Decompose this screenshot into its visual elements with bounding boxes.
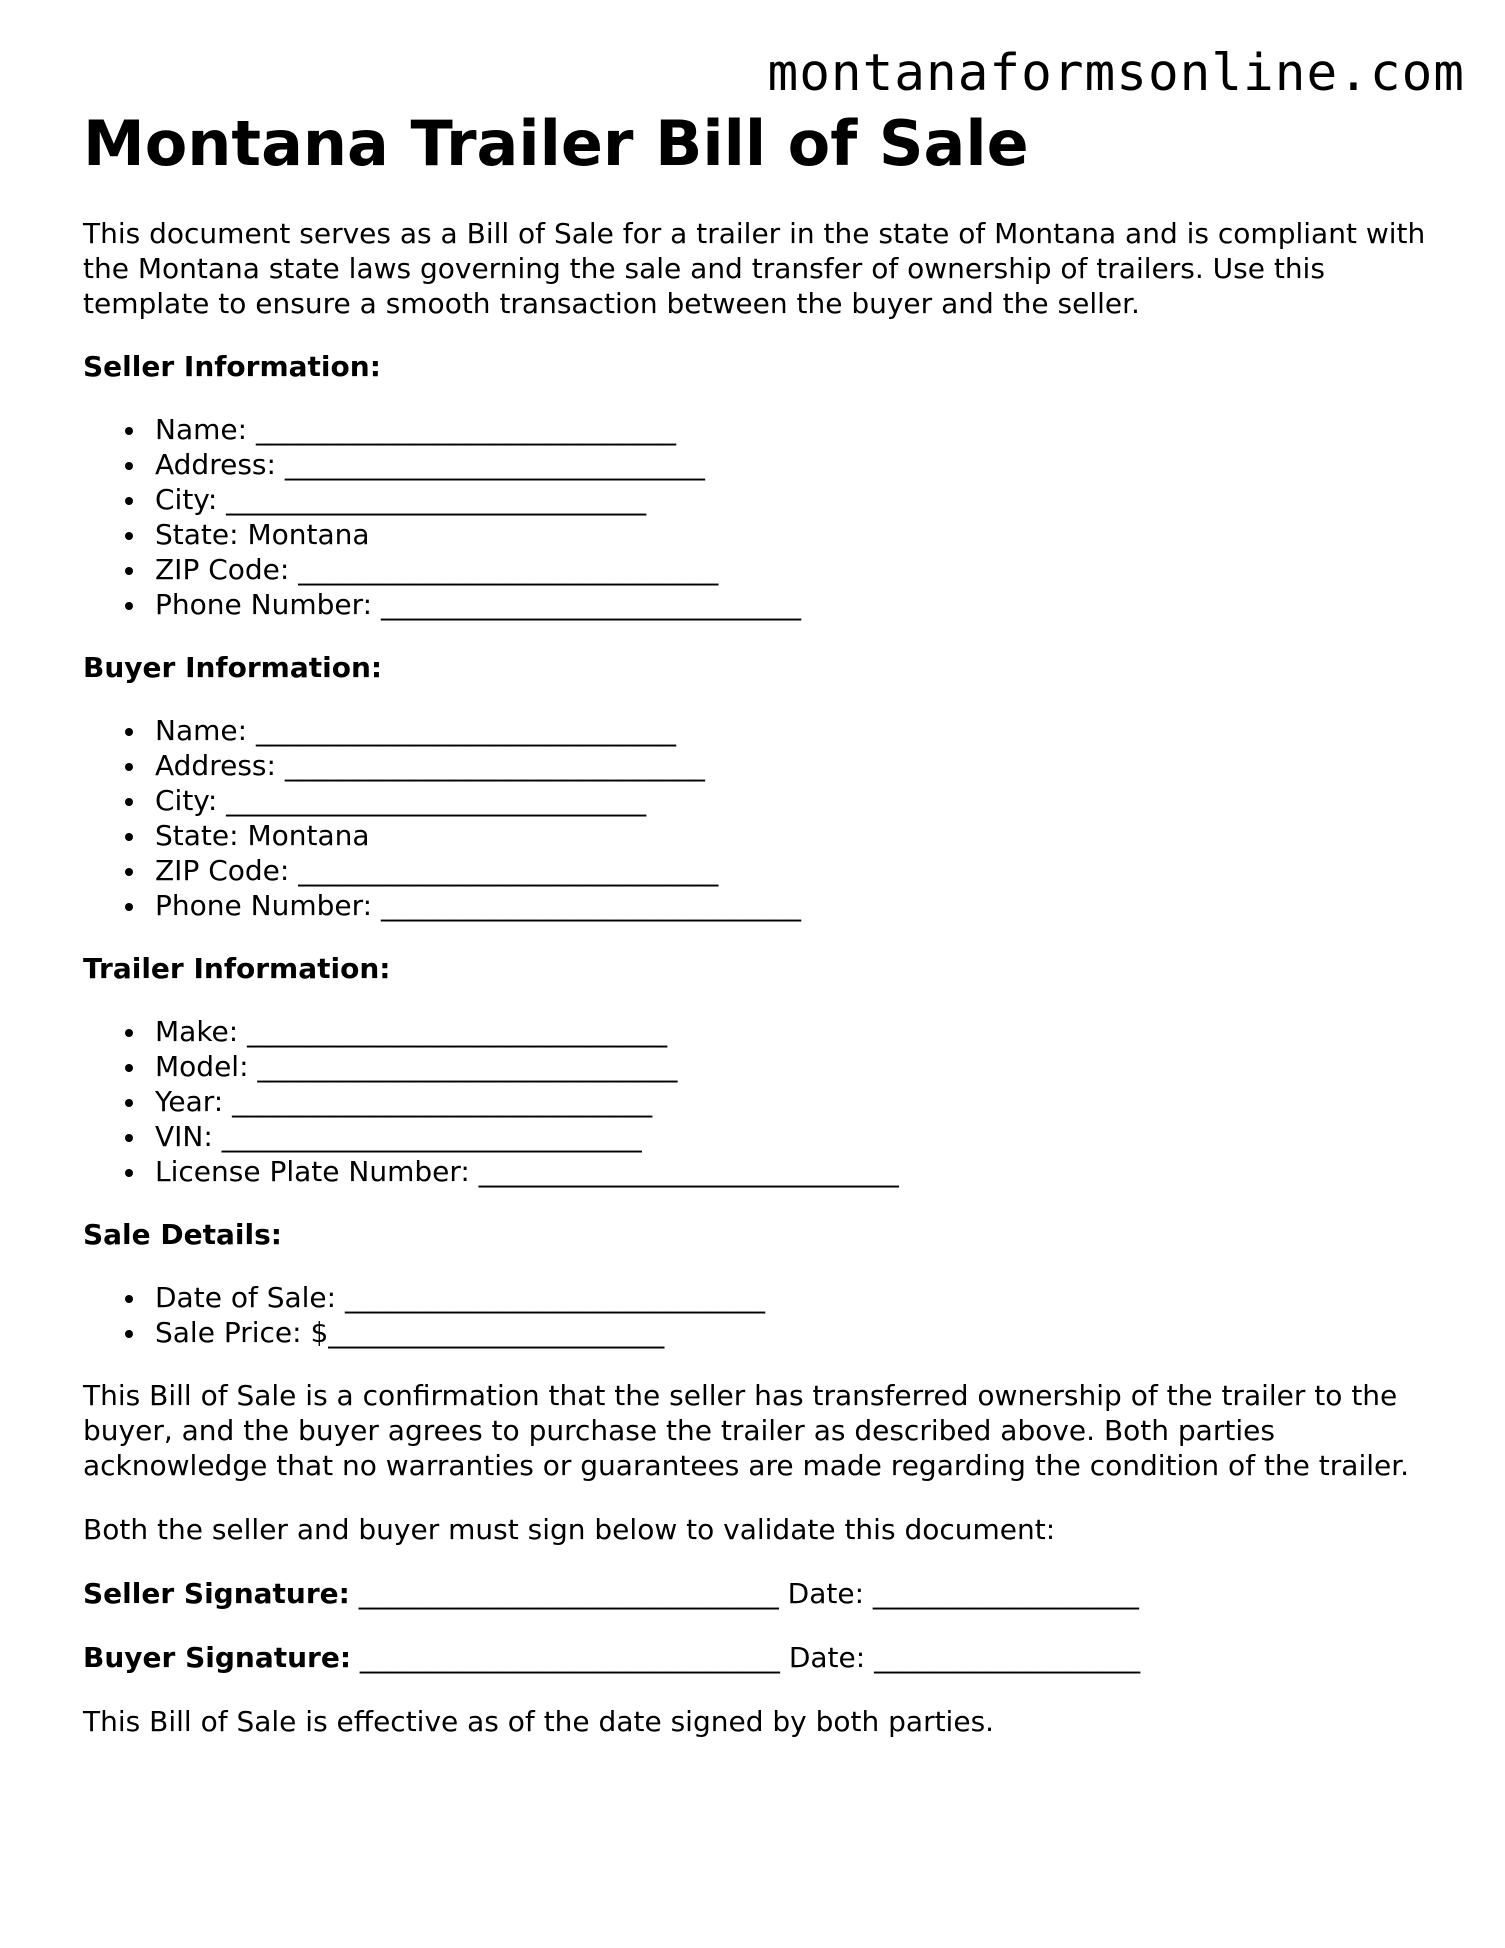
- seller-signature-blank[interactable]: ______________________________ Date: ___________________: [349, 1577, 1139, 1610]
- buyer-signature-line[interactable]: [83, 1640, 1428, 1675]
- trailer-field-list: [83, 1014, 1428, 1189]
- buyer-city-field[interactable]: City: ______________________________: [155, 783, 1428, 818]
- document-body: [83, 108, 1428, 1739]
- seller-heading: Seller Information:: [83, 350, 381, 383]
- trailer-heading: Trailer Information:: [83, 952, 391, 985]
- trailer-make-field[interactable]: Make: ______________________________: [155, 1014, 1428, 1049]
- seller-state-field: State: Montana: [155, 517, 1428, 552]
- effective-statement: This Bill of Sale is effective as of the date signed by both parties.: [83, 1705, 995, 1738]
- seller-signature-line[interactable]: [83, 1576, 1428, 1611]
- seller-signature-label: Seller Signature:: [83, 1577, 350, 1610]
- seller-name-field[interactable]: Name: ______________________________: [155, 412, 1428, 447]
- buyer-name-field[interactable]: Name: ______________________________: [155, 713, 1428, 748]
- buyer-heading: Buyer Information:: [83, 651, 383, 684]
- sale-price-field[interactable]: Sale Price: $________________________: [155, 1315, 1428, 1350]
- seller-city-field[interactable]: City: ______________________________: [155, 482, 1428, 517]
- seller-phone-field[interactable]: Phone Number: ______________________________: [155, 587, 1428, 622]
- sale-date-field[interactable]: Date of Sale: ______________________________: [155, 1280, 1428, 1315]
- page-title: Montana Trailer Bill of Sale: [83, 107, 1029, 180]
- buyer-signature-label: Buyer Signature:: [83, 1641, 352, 1674]
- confirmation-paragraph: This Bill of Sale is a confirmation that the seller has transferred ownership of the trailer to the buyer, and the buyer agrees to purchase the trailer as described above. Both parties acknowledge that no warranties or guarantees are made regarding the condition of the trailer.: [83, 1379, 1410, 1482]
- sale-heading: Sale Details:: [83, 1218, 282, 1251]
- trailer-vin-field[interactable]: VIN: ______________________________: [155, 1119, 1428, 1154]
- buyer-field-list: [83, 713, 1428, 923]
- trailer-year-field[interactable]: Year: ______________________________: [155, 1084, 1428, 1119]
- sign-instruction: Both the seller and buyer must sign below to validate this document:: [83, 1513, 1056, 1546]
- buyer-phone-field[interactable]: Phone Number: ______________________________: [155, 888, 1428, 923]
- trailer-model-field[interactable]: Model: ______________________________: [155, 1049, 1428, 1084]
- intro-paragraph: This document serves as a Bill of Sale for a trailer in the state of Montana and is compliant with the Montana state laws governing the sale and transfer of ownership of trailers. Use this template to ensure a smooth transaction between the buyer and the seller.: [83, 217, 1426, 320]
- watermark: montanaformsonline.com: [767, 44, 1465, 103]
- buyer-address-field[interactable]: Address: ______________________________: [155, 748, 1428, 783]
- seller-field-list: [83, 412, 1428, 622]
- trailer-plate-field[interactable]: License Plate Number: ______________________________: [155, 1154, 1428, 1189]
- seller-address-field[interactable]: Address: ______________________________: [155, 447, 1428, 482]
- buyer-signature-blank[interactable]: ______________________________ Date: ___________________: [351, 1641, 1141, 1674]
- sale-field-list: [83, 1280, 1428, 1350]
- buyer-state-field: State: Montana: [155, 818, 1428, 853]
- buyer-zip-field[interactable]: ZIP Code: ______________________________: [155, 853, 1428, 888]
- seller-zip-field[interactable]: ZIP Code: ______________________________: [155, 552, 1428, 587]
